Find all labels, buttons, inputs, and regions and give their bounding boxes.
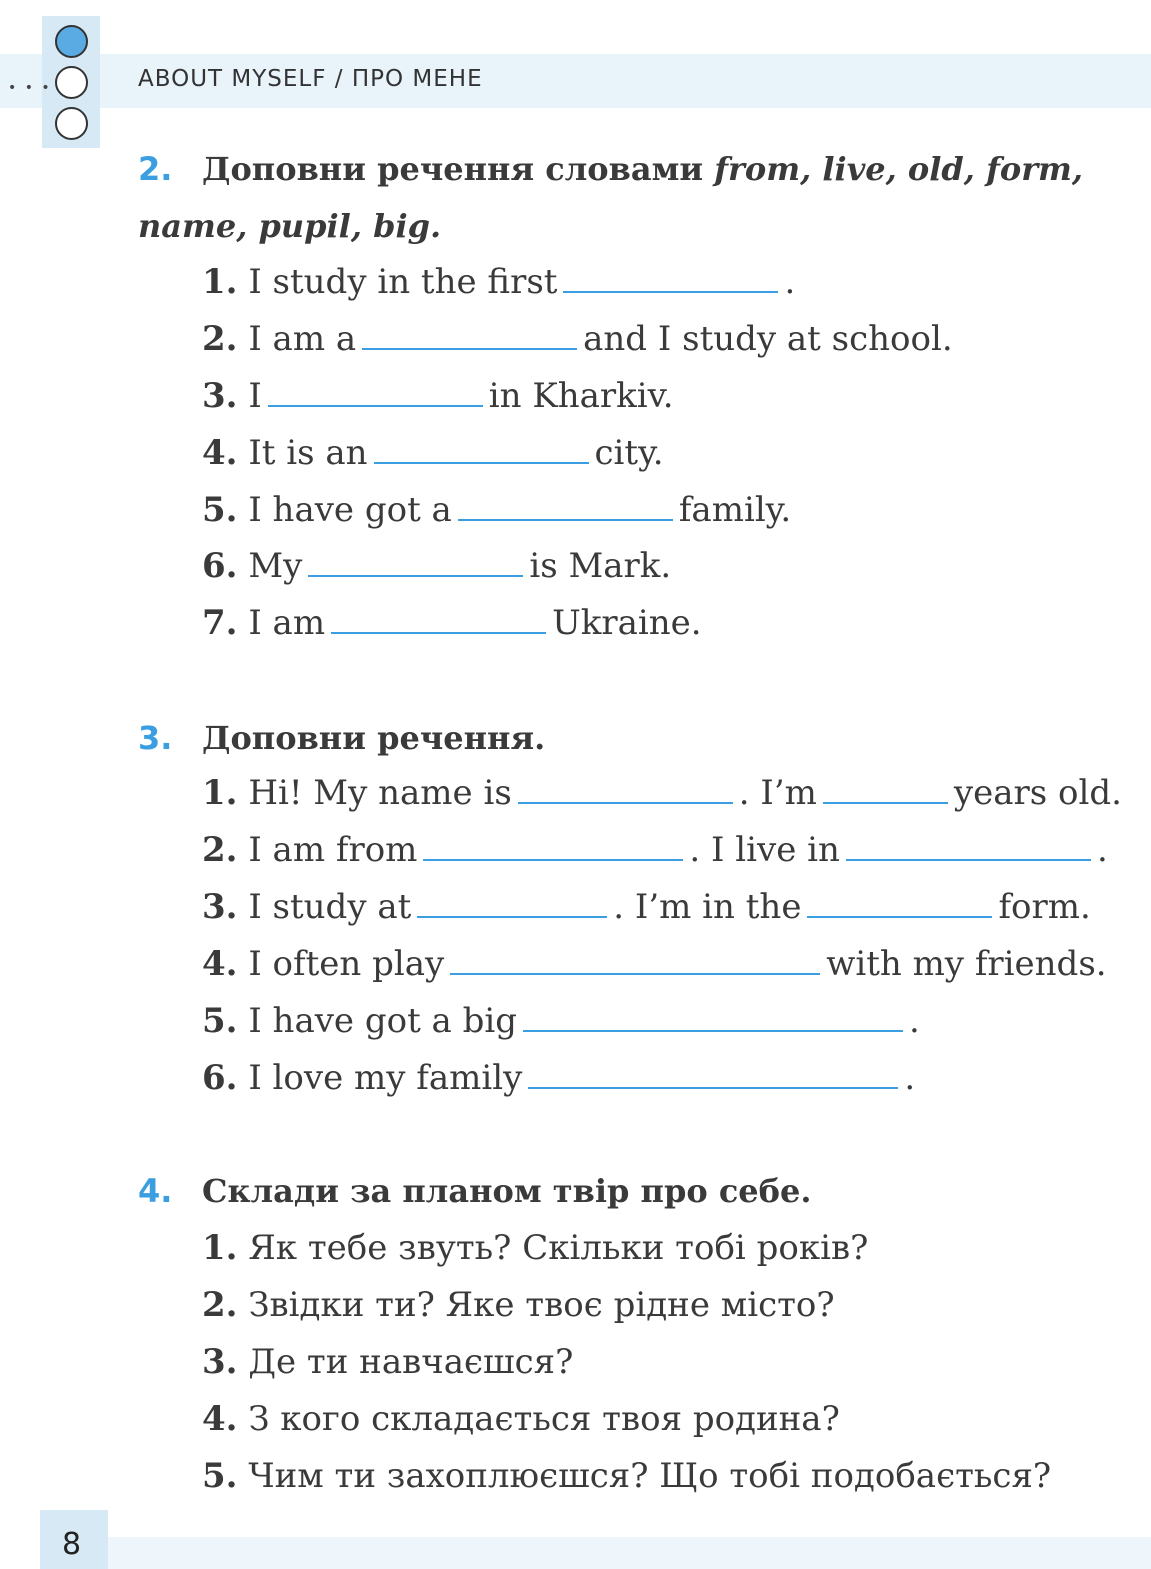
ex4-item-5: 5. Чим ти захоплюєшся? Що тобі подобається? [202,1456,1052,1496]
exercise-3-number: 3. [138,719,173,757]
answer-blank[interactable] [823,774,948,804]
progress-circle-empty [55,66,88,99]
ex3-item-1: 1. Hi! My name is . I’m years old. [202,773,1122,813]
answer-blank[interactable] [450,945,820,975]
ex3-item-6: 6. I love my family . [202,1058,916,1098]
exercise-4-title: Склади за планом твір про себе. [202,1172,812,1210]
answer-blank[interactable] [518,774,733,804]
answer-blank[interactable] [362,320,577,350]
ex2-item-2: 2. I am a and I study at school. [202,319,953,359]
exercise-2-title [202,150,1083,188]
answer-blank[interactable] [807,888,992,918]
ex4-item-3: 3. Де ти навчаєшся? [202,1342,574,1382]
exercise-3-title: Доповни речення. [202,719,546,757]
ex3-item-4: 4. I often play with my friends. [202,944,1107,984]
ex2-item-1: 1. I study in the first . [202,262,796,302]
exercise-4-number: 4. [138,1172,173,1210]
ex2-item-6: 6. My is Mark. [202,546,672,586]
exercise-2-words-line2: name, pupil, big. [138,207,442,245]
progress-circle-empty [55,107,88,140]
ex4-item-1: 1. Як тебе звуть? Скільки тобі років? [202,1228,869,1268]
page-number: 8 [62,1527,82,1562]
progress-circle-filled [55,25,88,58]
footer-band [108,1537,1151,1569]
answer-blank[interactable] [563,263,778,293]
section-title: ABOUT MYSELF / ПРО МЕНЕ [138,66,483,92]
ex3-item-3: 3. I study at . I’m in the form. [202,887,1091,927]
ex2-item-5: 5. I have got a family. [202,490,792,530]
answer-blank[interactable] [528,1059,898,1089]
decor-dots: • • • [8,80,52,96]
answer-blank[interactable] [331,604,546,634]
answer-blank[interactable] [417,888,607,918]
answer-blank[interactable] [423,831,683,861]
exercise-2-instruction: Доповни речення словами [202,150,715,188]
ex3-item-5: 5. I have got a big . [202,1001,920,1041]
ex4-item-2: 2. Звідки ти? Яке твоє рідне місто? [202,1285,835,1325]
answer-blank[interactable] [846,831,1091,861]
answer-blank[interactable] [523,1002,903,1032]
answer-blank[interactable] [458,491,673,521]
ex2-item-4: 4. It is an city. [202,433,664,473]
answer-blank[interactable] [374,434,589,464]
ex4-item-4: 4. З кого складається твоя родина? [202,1399,840,1439]
ex2-item-7: 7. I am Ukraine. [202,603,702,643]
answer-blank[interactable] [308,547,523,577]
ex3-item-2: 2. I am from . I live in . [202,830,1108,870]
ex2-item-3: 3. I in Kharkiv. [202,376,674,416]
exercise-2-words: from, live, old, form, [714,150,1084,188]
answer-blank[interactable] [268,377,483,407]
exercise-2-number: 2. [138,150,173,188]
